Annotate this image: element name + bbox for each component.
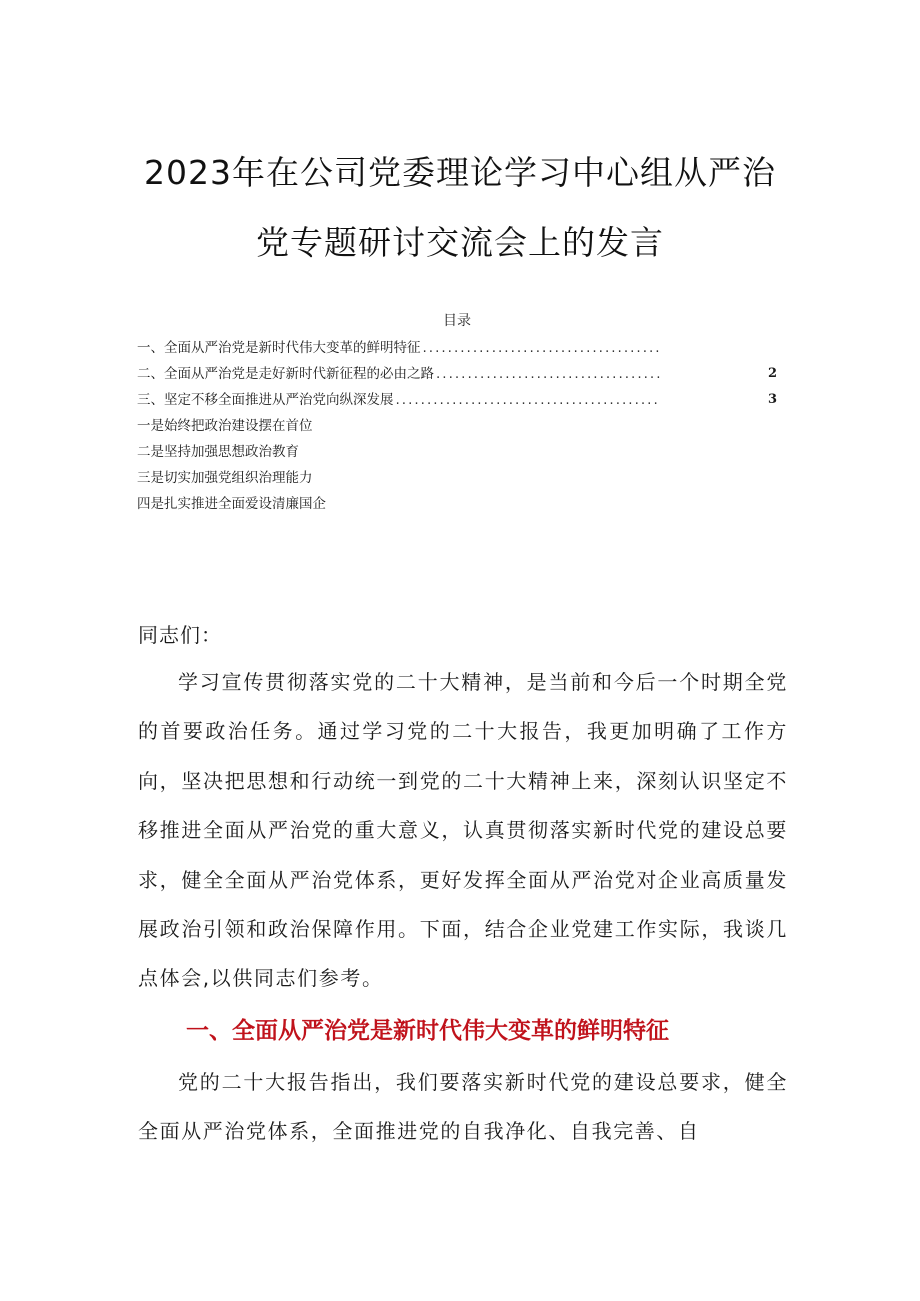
toc-entry-label: 四是扎实推进全面爱设清廉国企: [137, 496, 326, 512]
title-line-1: 2023年在公司党委理论学习中心组从严治: [144, 153, 776, 192]
toc-entry-label: 三是切实加强党组织治理能力: [137, 470, 313, 486]
toc-page-number: 3: [767, 392, 777, 407]
document-body: [138, 612, 788, 1157]
toc-entry-5[interactable]: [137, 439, 777, 465]
toc-entry-2[interactable]: [137, 361, 777, 387]
toc-entry-7[interactable]: [137, 491, 777, 517]
toc-entry-6[interactable]: [137, 465, 777, 491]
toc-leader-dots: ......................................: [422, 340, 662, 356]
greeting: 同志们：: [138, 623, 222, 647]
paragraph-intro: 学习宣传贯彻落实党的二十大精神，是当前和今后一个时期全党的首要政治任务。通过学习党的二十大报告，我更加明确了工作方向，坚决把思想和行动统一到党的二十大精神上来，深刻认识坚定不移推进全面从严治党的重大意义，认真贯彻落实新时代党的建设总要求，健全全面从严治党体系，更好发挥全面从严治党对企业高质量发展政治引领和政治保障作用。下面，结合企业党建工作实际，我谈几点体会,以供同志们参考。: [138, 670, 788, 991]
toc-leader-dots: ..........................................: [395, 392, 660, 408]
table-of-contents: [137, 311, 777, 517]
toc-entry-1[interactable]: [137, 335, 777, 361]
toc-entry-label: 一、全面从严治党是新时代伟大变革的鲜明特征: [137, 340, 421, 356]
title-line-2: 党专题研讨交流会上的发言: [256, 223, 664, 262]
toc-entry-label: 二是坚持加强思想政治教育: [137, 444, 299, 460]
toc-entry-label: 二、全面从严治党是走好新时代新征程的必由之路: [137, 366, 434, 382]
toc-leader-dots: ....................................: [436, 366, 663, 382]
paragraph-section-1: 党的二十大报告指出，我们要落实新时代党的建设总要求，健全全面从严治党体系，全面推进党的自我净化、自我完善、自: [138, 1069, 788, 1144]
section-heading-1: 一、全面从严治党是新时代伟大变革的鲜明特征: [186, 1017, 669, 1044]
toc-entry-label: 一是始终把政治建设摆在首位: [137, 418, 313, 434]
document-title: [0, 138, 920, 278]
toc-heading: 目录: [443, 313, 471, 329]
toc-entry-label: 三、坚定不移全面推进从严治党向纵深发展: [137, 392, 394, 408]
toc-entry-3[interactable]: [137, 387, 777, 413]
toc-page-number: 2: [767, 366, 777, 381]
toc-entry-4[interactable]: [137, 413, 777, 439]
